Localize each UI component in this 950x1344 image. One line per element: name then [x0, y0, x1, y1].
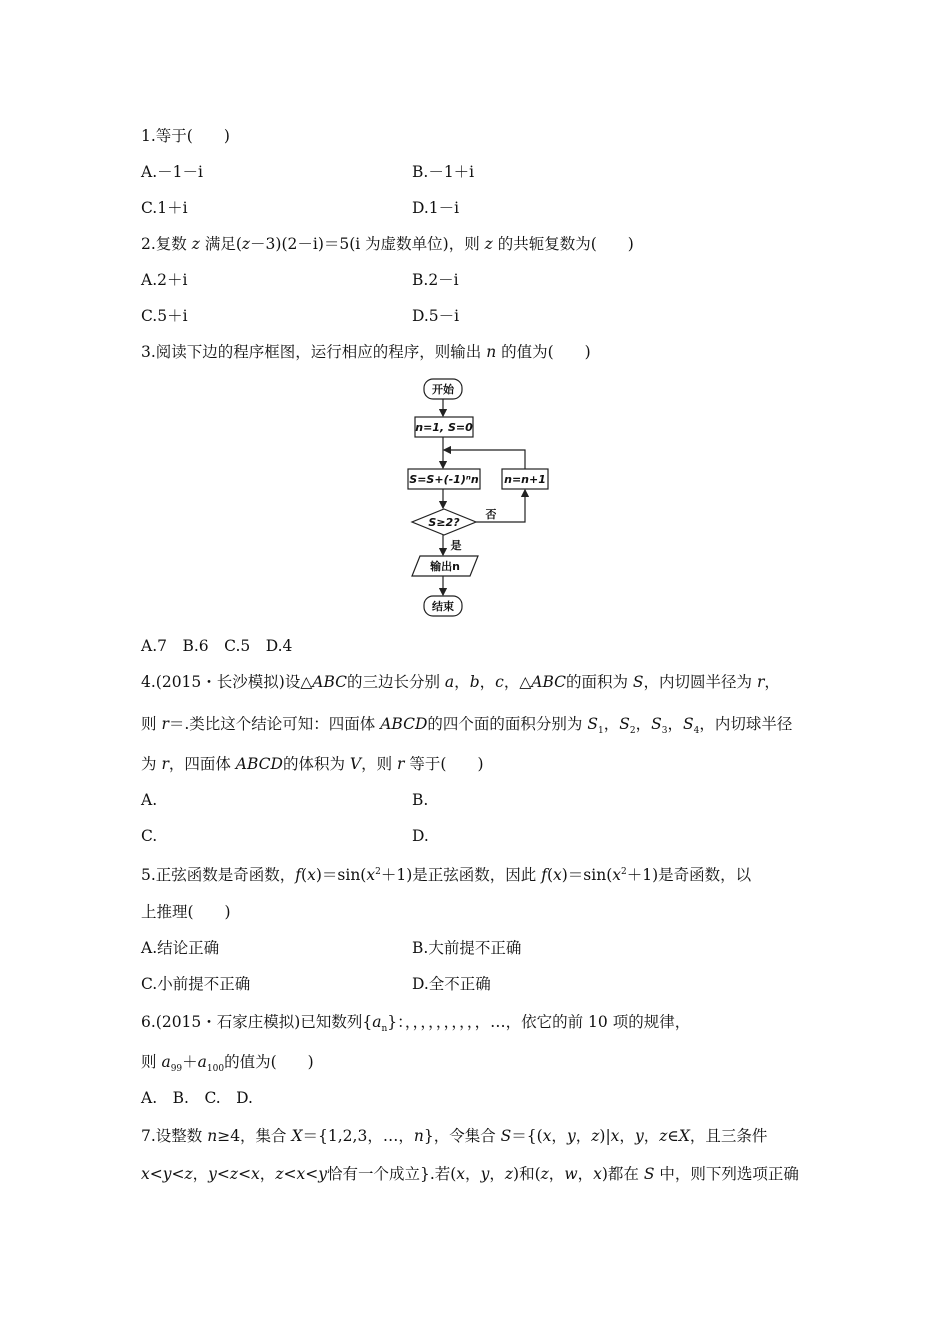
q2-option-c: C.5＋i — [141, 307, 188, 325]
q2-stem: 2.复数 z 满足(z－3)(2－i)＝5(i 为虚数单位)，则 z 的共轭复数为( ) — [141, 235, 634, 253]
q5-line-1: 5.正弦函数是奇函数，$f(x)=\sin(x^2+1)$是正弦函数，因此 $f(x)=\sin(x^2+1)$是奇函数，以 — [141, 866, 752, 885]
flow-condition-text: S≥2? — [428, 516, 460, 529]
q6-options: A. B. C. D. — [141, 1089, 253, 1107]
q1-option-a: A.－1－i — [141, 163, 203, 181]
flow-increment-text: n=n+1 — [504, 473, 546, 486]
flow-output-text: 输出n — [430, 560, 460, 573]
flow-start-text: 开始 — [432, 383, 454, 396]
flow-update-text: S=S+(-1)ⁿn — [409, 473, 479, 486]
q3-options: A.7 B.6 C.5 D.4 — [141, 637, 293, 655]
q1-stem: 1.等于( ) — [141, 127, 230, 145]
flow-init-text: n=1, S=0 — [415, 421, 473, 434]
q4-line-1: 4.(2015・长沙模拟)设△ABC的三边长分别 a，b，c，△ABC的面积为 S，内切圆半径为 r， — [141, 673, 780, 691]
flow-no-label: 否 — [485, 508, 497, 521]
q1-option-d: D.1－i — [412, 199, 460, 217]
q6-line-2: 则 $a_{99}+a_{100}$的值为( ) — [141, 1053, 314, 1075]
q4-option-a: A. — [141, 791, 158, 809]
q5-line-2: 上推理( ) — [141, 903, 231, 921]
q1-option-b: B.－1＋i — [412, 163, 475, 181]
q5-option-a: A.结论正确 — [141, 939, 220, 957]
q4-option-c: C. — [141, 827, 158, 845]
q4-line-2: 则 r＝.类比这个结论可知：四面体 ABCD的四个面的面积分别为 $S_1$，$S_2$，$S_3$，$S_4$，内切球半径 — [141, 715, 793, 737]
flow-end-text: 结束 — [432, 600, 454, 613]
q5-option-c: C.小前提不正确 — [141, 975, 251, 993]
q1-option-c: C.1＋i — [141, 199, 188, 217]
q2-option-b: B.2－i — [412, 271, 459, 289]
flow-yes-label: 是 — [450, 539, 462, 552]
q5-option-b: B.大前提不正确 — [412, 939, 522, 957]
q7-line-2: x<y<z，y<z<x，z<x<y恰有一个成立}.若(x，y，z)和(z，w，x)都在 S 中，则下列选项正确 — [141, 1165, 799, 1183]
q4-line-3: 为 r，四面体 ABCD的体积为 V，则 r 等于( ) — [141, 755, 484, 773]
q2-option-d: D.5－i — [412, 307, 460, 325]
q7-line-1: 7.设整数 n≥4，集合 X＝{1,2,3，…，n}，令集合 S＝{(x，y，z)|x，y，z∈X，且三条件 — [141, 1127, 768, 1145]
flowchart — [378, 370, 578, 620]
q6-line-1: 6.(2015・石家庄模拟)已知数列$\{a_n\}$：，，，，，，，，，，…，依它的前 10 项的规律， — [141, 1013, 691, 1035]
q5-option-d: D.全不正确 — [412, 975, 491, 993]
q4-option-d: D. — [412, 827, 429, 845]
q2-option-a: A.2＋i — [141, 271, 188, 289]
q4-option-b: B. — [412, 791, 429, 809]
q3-stem: 3.阅读下边的程序框图，运行相应的程序，则输出 n 的值为( ) — [141, 343, 591, 361]
